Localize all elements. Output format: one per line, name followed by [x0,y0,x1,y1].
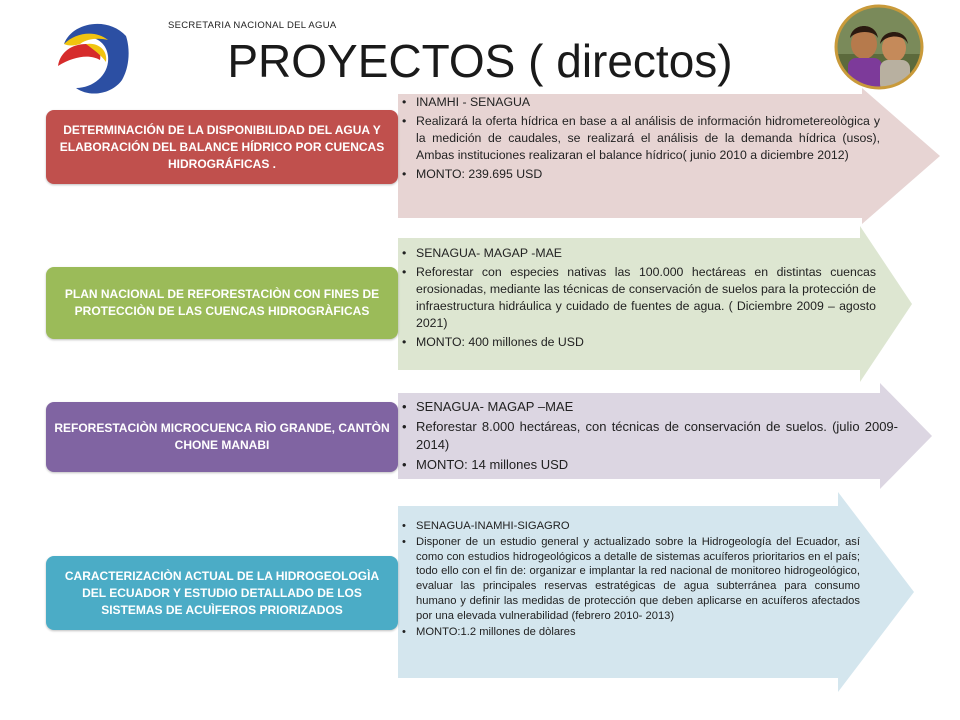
list-item: • MONTO:1.2 millones de dòlares [402,625,860,640]
list-item: • Realizará la oferta hídrica en base a al análisis de información hidrometereològica y la medición de caudales, se realizará el análisis de la demanda hídrica (usos), Ambas instituciones realizaran el balance hídrico( junio 2010 a diciembre 2012) [402,113,880,164]
project-3-details [402,398,898,476]
project-1-label: DETERMINACIÓN DE LA DISPONIBILIDAD DEL AGUA Y ELABORACIÓN DEL BALANCE HÍDRICO POR CUENCAS HIDROGRÁFICAS . [46,110,398,184]
list-item: • MONTO: 14 millones USD [402,456,898,474]
project-3-label: REFORESTACIÒN MICROCUENCA RÌO GRANDE, CANTÒN CHONE MANABI [46,402,398,472]
project-2-details [402,245,876,353]
project-1-details [402,94,880,185]
list-item: • Reforestar 8.000 hectáreas, con técnicas de conservación de suelos. (julio 2009- 2014) [402,418,898,454]
project-2-label: PLAN NACIONAL DE REFORESTACIÒN CON FINES DE PROTECCIÒN DE LAS CUENCAS HIDROGRÀFICAS [46,267,398,339]
organization-name: SECRETARIA NACIONAL DEL AGUA [168,20,337,31]
list-item: • SENAGUA- MAGAP -MAE [402,245,876,262]
list-item: • Disponer de un estudio general y actualizado sobre la Hidrogeología del Ecuador, así como con estudios hidrogeológicos a detalle de sistemas acuíferos prioritarios en el país; todo ello con el fin de: organizar e implantar la red nacional de monitoreo hidrogeológico, evaluar las principales reservas estratégicas de agua subterránea para consumo humano y definir las medidas de protección que deben aplicarse en acuíferos afectados por una elevada vulnerabilidad (febrero 2010- 2013) [402,535,860,624]
list-item: • MONTO: 239.695 USD [402,166,880,183]
list-item: • MONTO: 400 millones de USD [402,334,876,351]
list-item: • SENAGUA- MAGAP –MAE [402,398,898,416]
page-title: PROYECTOS ( directos) [227,35,733,87]
list-item: • INAMHI - SENAGUA [402,94,880,111]
list-item: • SENAGUA-INAMHI-SIGAGRO [402,519,860,534]
list-item: • Reforestar con especies nativas las 100.000 hectáreas en distintas cuencas erosionadas, mediante las técnicas de conservación de suelos para la protección de infraestructura hidráulica y cuidado de fuentes de agua. ( Diciembre 2009 – agosto 2021) [402,264,876,332]
project-4-label: CARACTERIZACIÒN ACTUAL DE LA HIDROGEOLOGÌA DEL ECUADOR Y ESTUDIO DETALLADO DE LOS SISTEMAS DE ACUÌFEROS PRIORIZADOS [46,556,398,630]
project-4-details [402,519,860,640]
